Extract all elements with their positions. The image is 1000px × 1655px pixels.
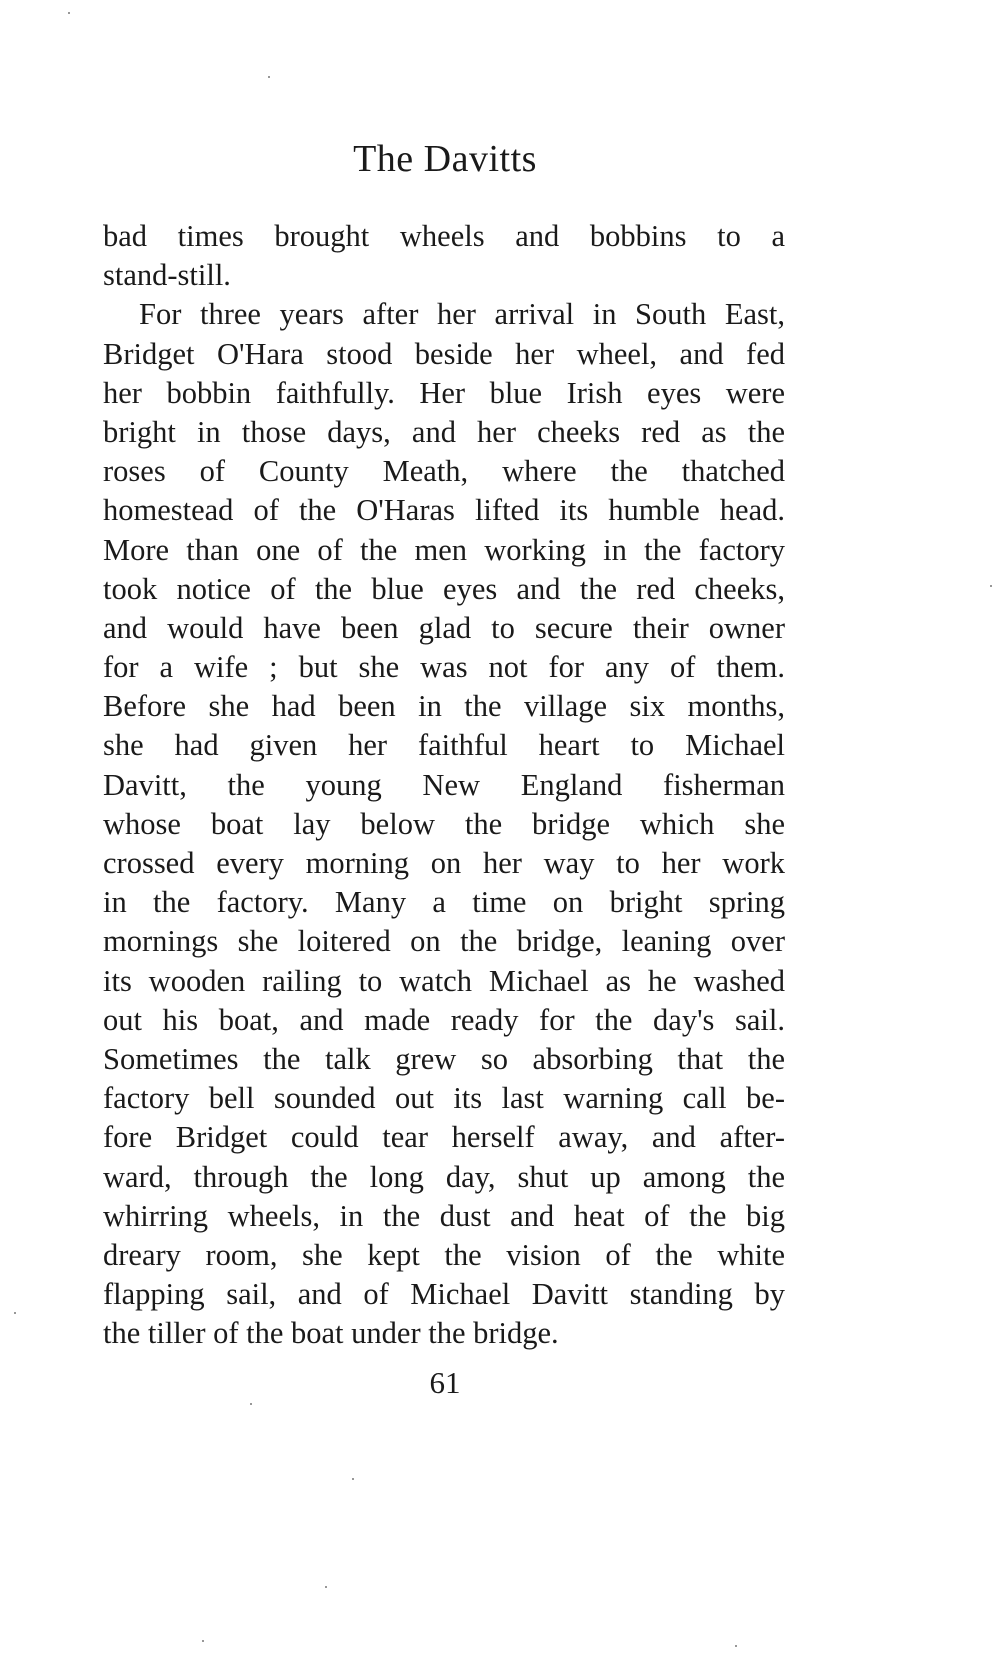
- paragraph-2: [103, 295, 785, 1353]
- text-line: bad times brought wheels and bobbins to a: [103, 219, 785, 253]
- text-line: For three years after her arrival in South East,: [139, 297, 785, 332]
- text-line: Before she had been in the village six months,: [103, 689, 785, 724]
- scan-speck: [268, 76, 270, 78]
- text-line: out his boat, and made ready for the day's sail.: [103, 1002, 785, 1037]
- text-line: whose boat lay below the bridge which she: [103, 806, 785, 841]
- text-line: ward, through the long day, shut up among the: [103, 1159, 785, 1194]
- scan-speck: [202, 1640, 204, 1642]
- text-line: her bobbin faithfully. Her blue Irish eyes were: [103, 375, 785, 410]
- text-line: in the factory. Many a time on bright spring: [103, 885, 785, 920]
- text-line: Sometimes the talk grew so absorbing that the: [103, 1041, 785, 1076]
- text-line: roses of County Meath, where the thatched: [103, 454, 785, 489]
- text-line: homestead of the O'Haras lifted its humble head.: [103, 493, 785, 528]
- scan-speck: [250, 1403, 252, 1405]
- text-line: she had given her faithful heart to Michael: [103, 728, 785, 763]
- text-line: Bridget O'Hara stood beside her wheel, and fed: [103, 336, 785, 371]
- text-line: for a wife ; but she was not for any of them.: [103, 650, 785, 685]
- text-line: dreary room, she kept the vision of the white: [103, 1237, 785, 1272]
- text-line: took notice of the blue eyes and the red cheeks,: [103, 571, 785, 606]
- scan-speck: [990, 585, 992, 587]
- text-line: stand-still.: [103, 258, 231, 293]
- text-line: bright in those days, and her cheeks red as the: [103, 414, 785, 449]
- running-head-title: The Davitts: [353, 138, 537, 180]
- text-line: crossed every morning on her way to her work: [103, 846, 785, 880]
- text-line: fore Bridget could tear herself away, and after-: [103, 1120, 785, 1155]
- scan-speck: [14, 1312, 16, 1314]
- text-line: and would have been glad to secure their owner: [103, 610, 785, 645]
- text-line: whirring wheels, in the dust and heat of the big: [103, 1198, 785, 1233]
- scan-speck: [352, 1478, 354, 1480]
- text-line: mornings she loitered on the bridge, leaning over: [103, 924, 785, 959]
- body-text: [103, 217, 785, 1353]
- scan-speck: [68, 12, 70, 14]
- text-line: Davitt, the young New England fisherman: [103, 767, 785, 802]
- paragraph-1: [103, 217, 785, 295]
- text-line: factory bell sounded out its last warning call be-: [103, 1081, 785, 1116]
- text-line: flapping sail, and of Michael Davitt standing by: [103, 1277, 785, 1312]
- scan-speck: [325, 1586, 327, 1588]
- page-number: 61: [429, 1365, 461, 1400]
- text-line: More than one of the men working in the factory: [103, 532, 785, 567]
- scan-speck: [735, 1645, 737, 1647]
- text-line: its wooden railing to watch Michael as he washed: [103, 963, 785, 998]
- text-line: the tiller of the boat under the bridge.: [103, 1316, 559, 1351]
